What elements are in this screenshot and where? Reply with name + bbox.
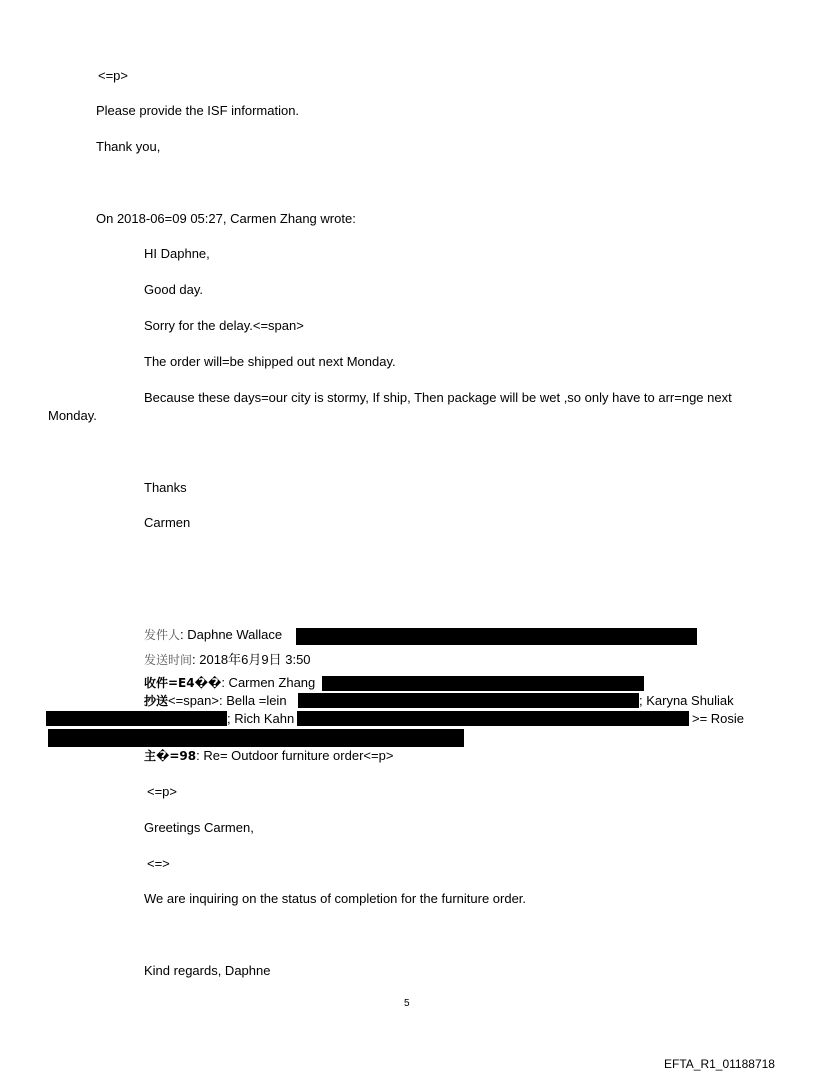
subject-value: : Re= Outdoor furniture order<=p> [196, 748, 394, 763]
redaction-box [46, 711, 227, 726]
from-field [144, 627, 282, 643]
cc-value: <=span>: Bella =lein [168, 693, 287, 708]
redaction-box [297, 711, 689, 726]
redaction-box [296, 628, 697, 645]
encoding-tag-line: <=> [147, 856, 170, 871]
cc-karyna: ; Karyna Shuliak [639, 693, 734, 708]
good-day-line: Good day. [144, 282, 204, 297]
from-value: : Daphne Wallace [180, 627, 283, 642]
cc-field [144, 693, 287, 709]
thank-you-line: Thank you, [96, 139, 161, 154]
quote-header-line: On 2018-06=09 05:27, Carmen Zhang wrote: [96, 211, 356, 226]
weather-line-1: Because these days=our city is stormy, If ship, Then package will be wet ,so only have to arr=nge next [144, 390, 732, 405]
cc-rosie: >= Rosie [692, 711, 745, 726]
to-field [144, 675, 315, 691]
shipping-line: The order will=be shipped out next Monday. [144, 354, 396, 369]
greeting-line: HI Daphne, [144, 246, 210, 261]
apology-line: Sorry for the delay.<=span> [144, 318, 304, 333]
sent-label: 发送时间 [144, 653, 193, 667]
weather-line-2: Monday. [48, 408, 97, 423]
sent-value: : 2018年6月9日 3:50 [192, 652, 311, 667]
bates-number: EFTA_R1_01188718 [664, 1057, 775, 1071]
redaction-box [322, 676, 644, 691]
cc-label: 抄送 [144, 694, 169, 708]
from-label: 发件人 [144, 628, 181, 642]
thanks-line: Thanks [144, 480, 187, 495]
to-value: : Carmen Zhang [221, 675, 316, 690]
isf-request-line: Please provide the ISF information. [96, 103, 300, 118]
p-tag-line: <=p> [98, 68, 129, 83]
subject-field [144, 748, 393, 764]
greeting-line: Greetings Carmen, [144, 820, 254, 835]
redaction-box [48, 729, 464, 747]
sent-field [144, 652, 311, 668]
subject-label: 主�=98 [144, 749, 197, 763]
page-number: 5 [404, 998, 410, 1009]
to-label: 收件=E4�� [144, 676, 222, 690]
signature-line: Carmen [144, 515, 191, 530]
p-tag-line: <=p> [147, 784, 178, 799]
inquiry-line: We are inquiring on the status of completion for the furniture order. [144, 891, 527, 906]
closing-line: Kind regards, Daphne [144, 963, 271, 978]
cc-rich: ; Rich Kahn [227, 711, 295, 726]
redaction-box [298, 693, 639, 708]
